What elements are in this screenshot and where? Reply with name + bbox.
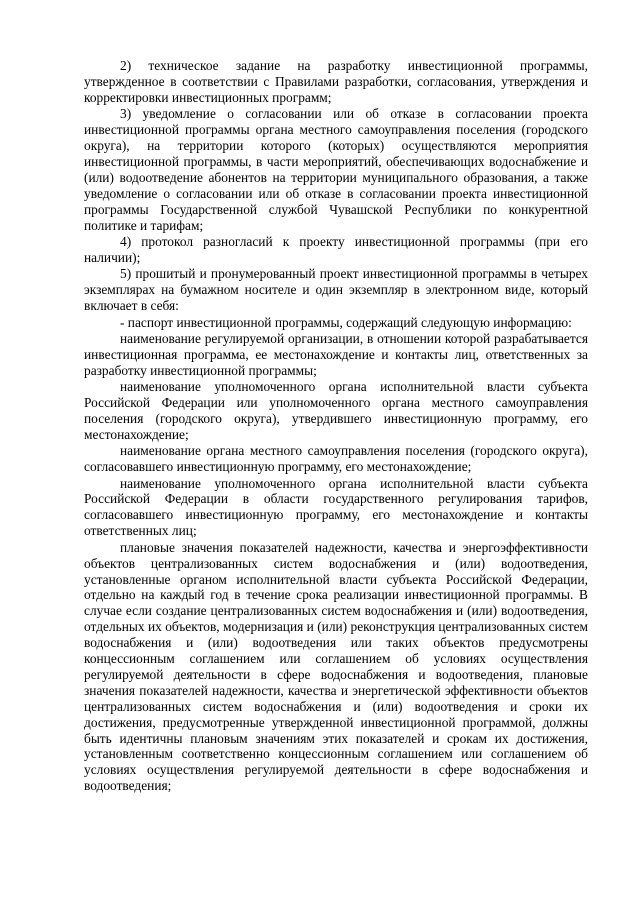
paragraph-item-2: 2) техническое задание на разработку инвестиционной программы, утвержденное в соответствии с Правилами разработки, согласования, утверждения и корректировки инвестиционных программ;: [84, 58, 588, 105]
paragraph-item-3: 3) уведомление о согласовании или об отказе в согласовании проекта инвестиционной программы органа местного самоуправления поселения (городского округа), на территории которого (которых) осуществляются мероприятия инвестиционной программы, в части мероприятий, обеспечивающих водоснабжение и (или) водоотведение абонентов на территории муниципального образования, а также уведомление о согласовании или об отказе в согласовании проекта инвестиционной программы Государственной службой Чувашской Республики по конкурентной политике и тарифам;: [84, 106, 588, 233]
paragraph-org-name: наименование регулируемой организации, в отношении которой разрабатывается инвестиционная программа, ее местонахождение и контакты лиц, ответственных за разработку инвестиционной программы;: [84, 330, 588, 378]
paragraph-passport: - паспорт инвестиционной программы, содержащий следующую информацию:: [120, 314, 572, 330]
paragraph-item-4: 4) протокол разногласий к проекту инвестиционной программы (при его наличии);: [84, 233, 588, 265]
paragraph-local-authority: наименование органа местного самоуправления поселения (городского округа), согласовавшего инвестиционную программу, его местонахождение;: [84, 443, 588, 475]
document-page: [84, 58, 588, 794]
paragraph-item-5: 5) прошитый и пронумерованный проект инвестиционной программы в четырех экземплярах на бумажном носителе и один экземпляр в электронном виде, который включает в себя:: [84, 266, 588, 314]
paragraph-approving-authority: наименование уполномоченного органа исполнительной власти субъекта Российской Федерации или уполномоченного органа местного самоуправления поселения (городского округа), утвердившего инвестиционную программу, его местонахождение;: [84, 379, 588, 442]
paragraph-planned-indicators: плановые значения показателей надежности, качества и энергоэффективности объектов централизованных систем водоснабжения и (или) водоотведения, установленные органом исполнительной власти субъекта Российской Федерации, отдельно на каждый год в течение срока реализации инвестиционной программы. В случае если создание централизованных систем водоснабжения и (или) водоотведения, отдельных их объектов, модернизация и (или) реконструкция централизованных систем водоснабжения и (или) водоотведения или таких объектов предусмотрены концессионным соглашением или соглашением об условиях осуществления регулируемой деятельности в сфере водоснабжения и водоотведения, плановые значения показателей надежности, качества и энергетической эффективности объектов централизованных систем водоснабжения и (или) водоотведения и сроки их достижения, предусмотренные утвержденной инвестиционной программой, должны быть идентичны плановым значениям этих показателей и срокам их достижения, установленным соответственно концессионным соглашением или соглашением об условиях осуществления регулируемой деятельности в сфере водоснабжения и водоотведения;: [84, 539, 588, 794]
paragraph-tariff-authority: наименование уполномоченного органа исполнительной власти субъекта Российской Федерации в области государственного регулирования тарифов, согласовавшего инвестиционную программу, его местонахождение и контакты ответственных лиц;: [84, 475, 588, 539]
